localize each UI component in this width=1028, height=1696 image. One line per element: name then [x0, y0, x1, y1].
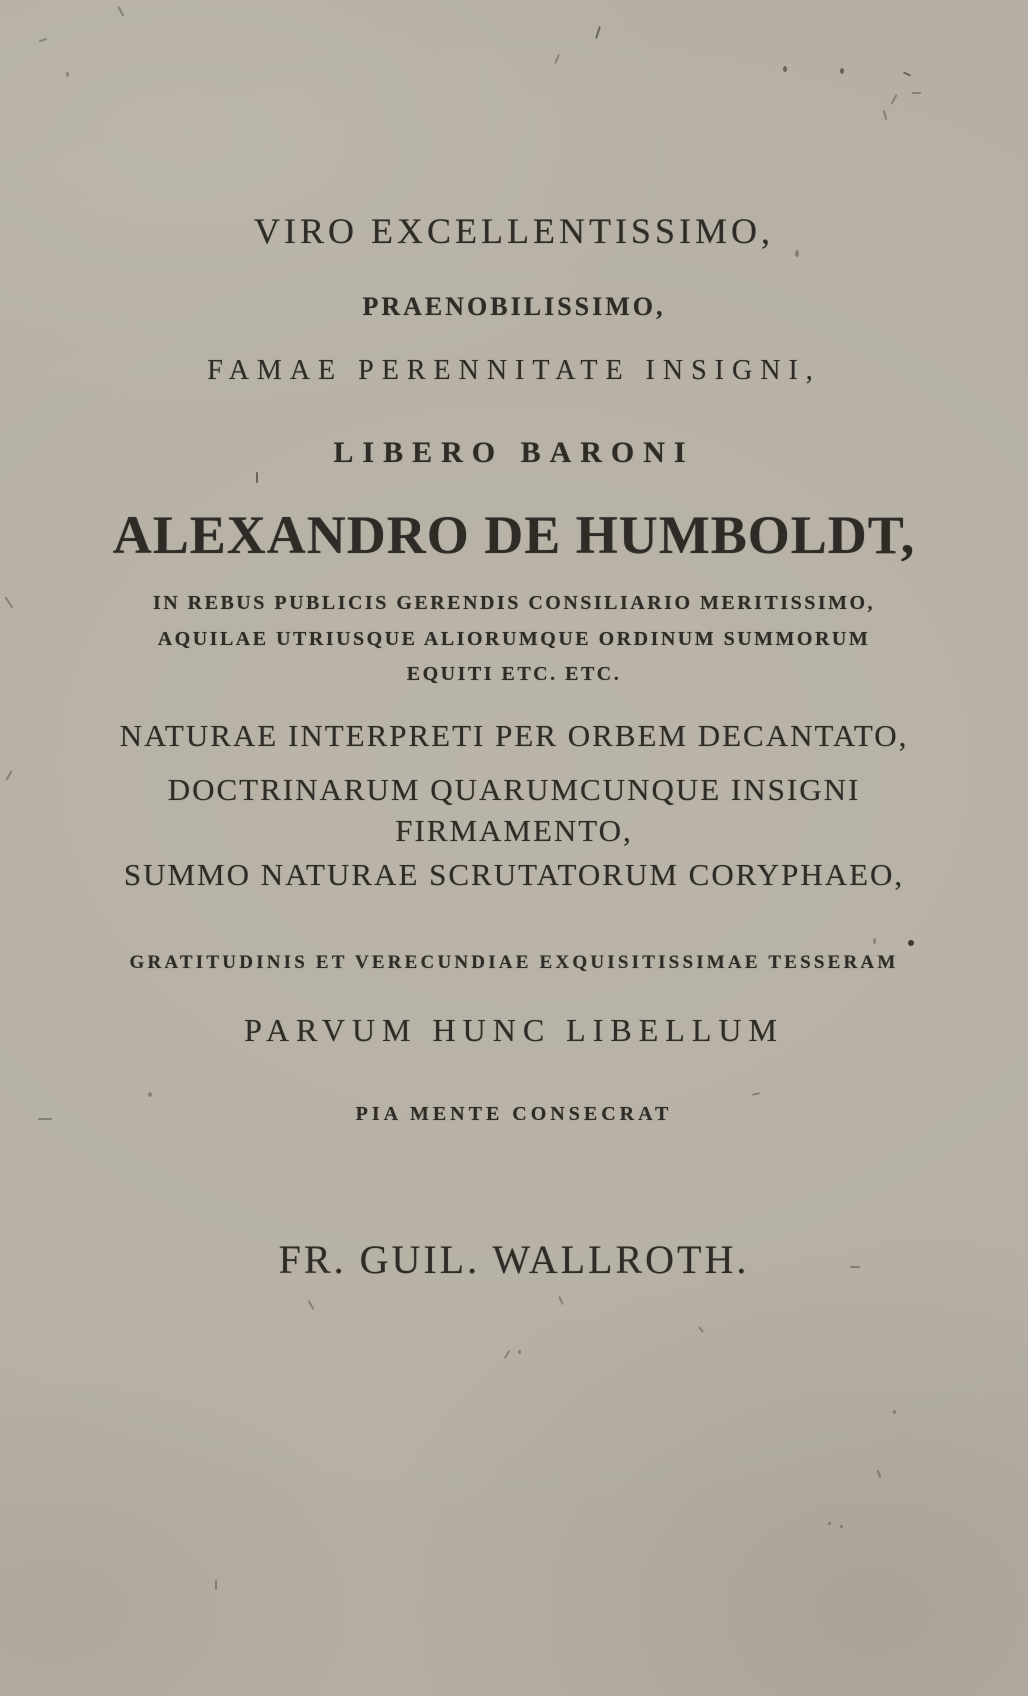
scan-artifact-mark	[828, 1522, 831, 1525]
dedication-honorific-2: PRAENOBILISSIMO,	[362, 292, 666, 321]
scan-artifact-mark	[840, 68, 844, 74]
scan-artifact-mark	[698, 1326, 704, 1333]
scan-artifact-mark	[308, 1300, 315, 1310]
scan-artifact-mark	[595, 26, 601, 39]
dedicatee-offices-3: EQUITI ETC. ETC.	[406, 663, 622, 685]
scan-artifact-mark	[783, 66, 787, 72]
dedication-honorific-3: FAMAE PERENNITATE INSIGNI,	[207, 355, 821, 386]
scan-artifact-mark	[891, 94, 898, 105]
dedicatee-name: ALEXANDRO DE HUMBOLDT,	[112, 505, 916, 565]
scan-artifact-mark	[148, 1092, 152, 1097]
scan-artifact-mark	[850, 1266, 860, 1268]
scan-artifact-mark	[840, 1525, 843, 1528]
tribute-line: GRATITUDINIS ET VERECUNDIAE EXQUISITISSIMAE TESSERAM	[129, 952, 899, 973]
gift-line: PARVUM HUNC LIBELLUM	[244, 1012, 784, 1048]
scan-artifact-mark	[504, 1350, 510, 1359]
scan-artifact-mark	[908, 940, 914, 946]
scan-artifact-mark	[554, 54, 560, 64]
scan-artifact-mark	[66, 72, 69, 77]
scan-artifact-mark	[873, 938, 876, 944]
scan-artifact-mark	[903, 71, 911, 76]
scan-artifact-mark	[518, 1350, 521, 1354]
scan-artifact-mark	[558, 1296, 563, 1305]
dedication-rank-line: LIBERO BARONI	[333, 436, 695, 469]
scan-artifact-mark	[912, 92, 921, 94]
scan-artifact-mark	[256, 472, 258, 483]
dedicatee-epithet-3: FIRMAMENTO,	[395, 813, 633, 848]
author-name: FR. GUIL. WALLROTH.	[278, 1237, 750, 1282]
dedicatee-offices-2: AQUILAE UTRIUSQUE ALIORUMQUE ORDINUM SUMMORUM	[157, 628, 871, 650]
scan-artifact-mark	[883, 110, 887, 120]
scan-artifact-mark	[795, 250, 799, 257]
dedicatee-offices-1: IN REBUS PUBLICIS GERENDIS CONSILIARIO MERITISSIMO,	[152, 592, 876, 614]
scan-artifact-mark	[893, 1410, 896, 1414]
scan-artifact-mark	[39, 38, 47, 42]
consecration-line: PIA MENTE CONSECRAT	[355, 1103, 673, 1125]
dedicatee-epithet-2: DOCTRINARUM QUARUMCUNQUE INSIGNI	[167, 772, 861, 807]
scan-artifact-mark	[38, 1118, 52, 1120]
dedication-honorific-1: VIRO EXCELLENTISSIMO,	[254, 211, 774, 251]
dedicatee-epithet-4: SUMMO NATURAE SCRUTATORUM CORYPHAEO,	[123, 857, 905, 892]
dedicatee-epithet-1: NATURAE INTERPRETI PER ORBEM DECANTATO,	[119, 718, 909, 753]
scan-artifact-mark	[877, 1470, 882, 1478]
scan-artifact-mark	[215, 1580, 217, 1590]
scan-artifact-mark	[118, 6, 125, 17]
scan-artifact-mark	[752, 1092, 760, 1096]
